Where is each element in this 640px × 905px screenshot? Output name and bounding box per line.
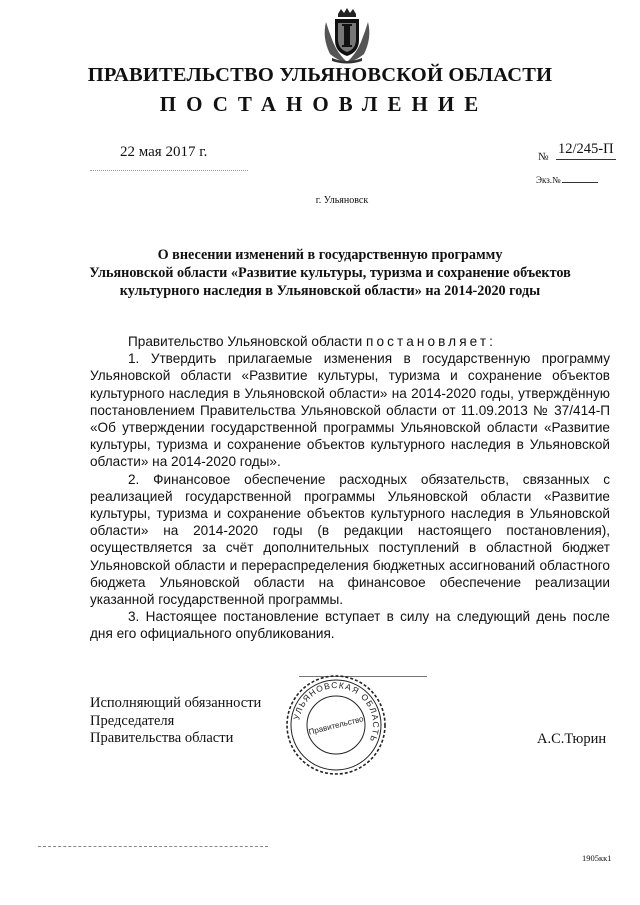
signatory-line-1: Исполняющий обязанности [90,695,262,711]
footer-rule [38,846,268,847]
paragraph-2: 2. Финансовое обеспечение расходных обязательств, связанных с реализацией государственной программы Ульяновской области «Развитие культуры, туризма и сохранение объектов культурного наследия в Ульяновской области» на 2014-2020 годы (в редакции настоящего постановления), осуществляется за счёт дополнительных поступлений в областной бюджет Ульяновской области и перераспределения бюджетных ассигнований областного бюджета Ульяновской области на финансовое обеспечение реализации указанной государственной программы. [90,471,610,608]
intro-verb: постановляет: [366,334,497,349]
signatory-line-3: Правительства области [90,730,234,747]
subject-line-3: культурного наследия в Ульяновской области» на 2014-2020 годы [119,283,541,299]
seal-ring-text: УЛЬЯНОВСКАЯ ОБЛАСТЬ [291,679,382,745]
copy-number-label [536,175,598,185]
intro-prefix: Правительство Ульяновской области [128,334,363,349]
city-name: г. Ульяновск [315,195,369,206]
document-type-title: ПОСТАНОВЛЕНИЕ [159,92,489,116]
decree-number: 12/245-П [556,141,616,160]
number-prefix: № [538,151,549,163]
subject-line-2: Ульяновской области «Развитие культуры, туризма и сохранение объектов [89,265,571,281]
signatory-line-2: Председателя [90,712,175,729]
government-title: ПРАВИТЕЛЬСТВО УЛЬЯНОВСКОЙ ОБЛАСТИ [87,64,553,86]
ulyanovsk-coat-of-arms-icon [318,8,376,64]
copy-number-blank [562,182,598,183]
footer-code: 1905кк1 [582,853,612,863]
svg-text:УЛЬЯНОВСКАЯ ОБЛАСТЬ [291,680,381,744]
paragraph-3: 3. Настоящее постановление вступает в силу на следующий день после дня его официального опубликования. [90,609,610,642]
subject-line-1: О внесении изменений в государственную программу [157,247,503,263]
copy-label-text: Экз.№ [536,175,561,185]
paragraph-1: 1. Утвердить прилагаемые изменения в государственную программу Ульяновской области «Развитие культуры, туризма и сохранение объектов культурного наследия в Ульяновской области» на 2014-2020 годы, утверждённую постановлением Правительства Ульяновской области от 11.09.2013 № 37/414-П «Об утверждении государственной программы Ульяновской области «Развитие культуры, туризма и сохранение объектов культурного наследия в Ульяновской области» на 2014-2020 годы». [90,351,610,470]
intro-paragraph [90,333,610,350]
decree-body [90,333,610,643]
date-underline [90,170,248,171]
decree-subject [70,246,590,300]
signatory-position [90,695,261,748]
decree-date: 22 мая 2017 г. [120,144,208,160]
signatory-name: А.С.Тюрин [537,731,607,747]
seal-center-text: Правительство [307,714,365,737]
official-seal-icon [284,673,388,777]
